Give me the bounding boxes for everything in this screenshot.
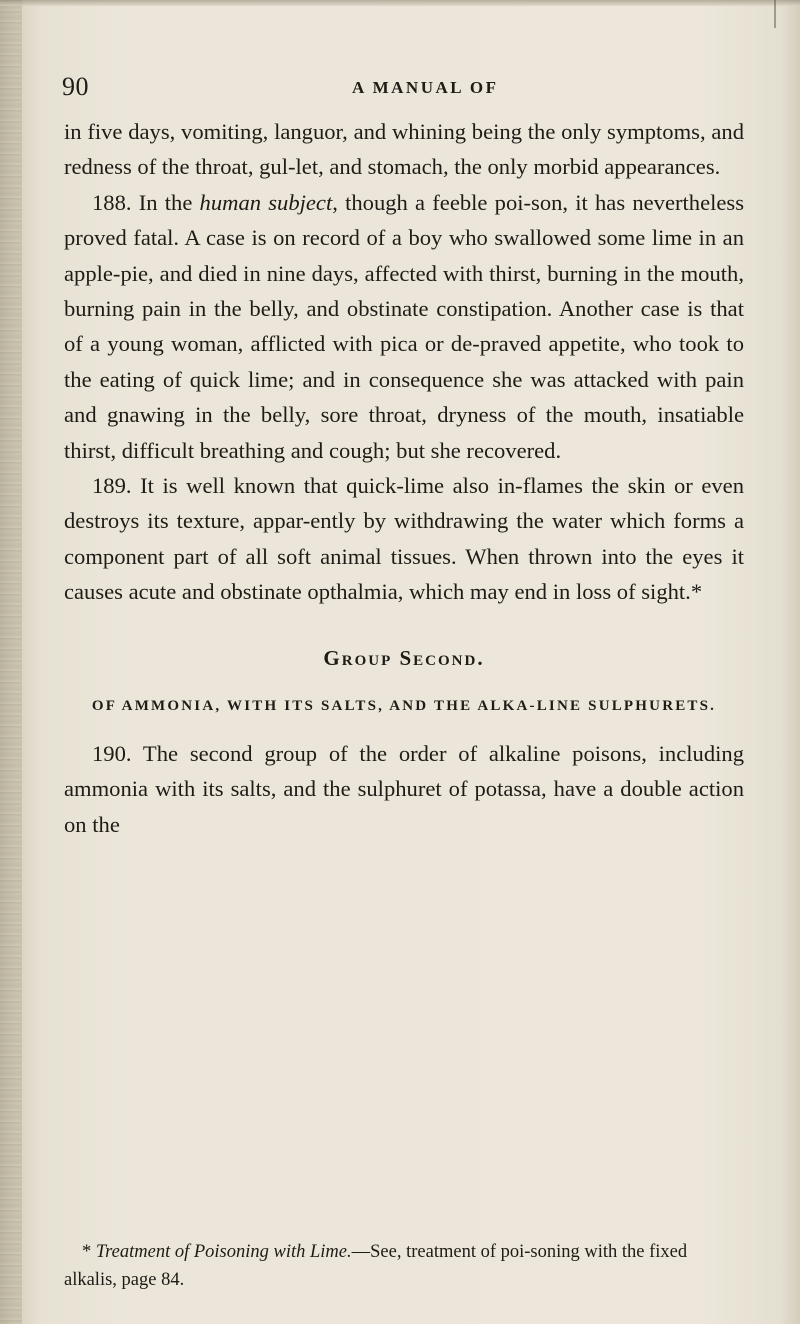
section-subtitle: OF AMMONIA, WITH ITS SALTS, AND THE ALKA-LINE SULPHURETS.: [91, 697, 717, 714]
page-corner-mark: [774, 0, 796, 28]
section-title: Group Second.: [323, 645, 485, 670]
paragraph-189: 189. It is well known that quick-lime also in-flames the skin or even destroys its texture, appar-ently by withdrawing the water which forms a component part of all soft animal tissues. When thrown into the eyes it causes acute and obstinate opthalmia, which may end in loss of sight.*: [64, 473, 744, 605]
paragraph-188: [64, 185, 744, 468]
footnote-rest: —See, treatment of poi-soning with the fixed alkalis, page 84.: [64, 1242, 688, 1290]
running-head: A MANUAL OF: [352, 78, 499, 97]
page-number: 90: [62, 72, 89, 101]
page-top-edge: [0, 0, 800, 6]
page-binding-edge: [0, 0, 22, 1324]
paragraph-188-lead: 188. In the: [92, 189, 200, 215]
page-header: [62, 72, 722, 102]
footnote-marker: *: [82, 1242, 96, 1262]
paragraph-188-italic: human subject: [199, 189, 333, 215]
body-text: [64, 114, 744, 842]
paragraph-190: 190. The second group of the order of alkaline poisons, including ammonia with its salts, and the sulphuret of potassa, have a double action on the: [64, 740, 744, 837]
footnote-italic: Treatment of Poisoning with Lime.: [95, 1242, 352, 1262]
footnote-text: [64, 1238, 734, 1294]
paragraph-188-rest: , though a feeble poi-son, it has nevertheless proved fatal. A case is on record of a boy who swallowed some lime in an apple-pie, and died in nine days, affected with thirst, burning in the mouth, burning pain in the belly, and obstinate constipation. Another case is that of a young woman, afflicted with pica or de-praved appetite, who took to the eating of quick lime; and in consequence she was attacked with pain and gnawing in the belly, sore throat, dryness of the mouth, insatiable thirst, difficult breathing and cough; but she recovered.: [64, 189, 744, 463]
footnote: [64, 1238, 734, 1294]
paragraph-continued: in five days, vomiting, languor, and whining being the only symptoms, and redness of the throat, gul-let, and stomach, the only morbid appearances.: [64, 119, 744, 180]
